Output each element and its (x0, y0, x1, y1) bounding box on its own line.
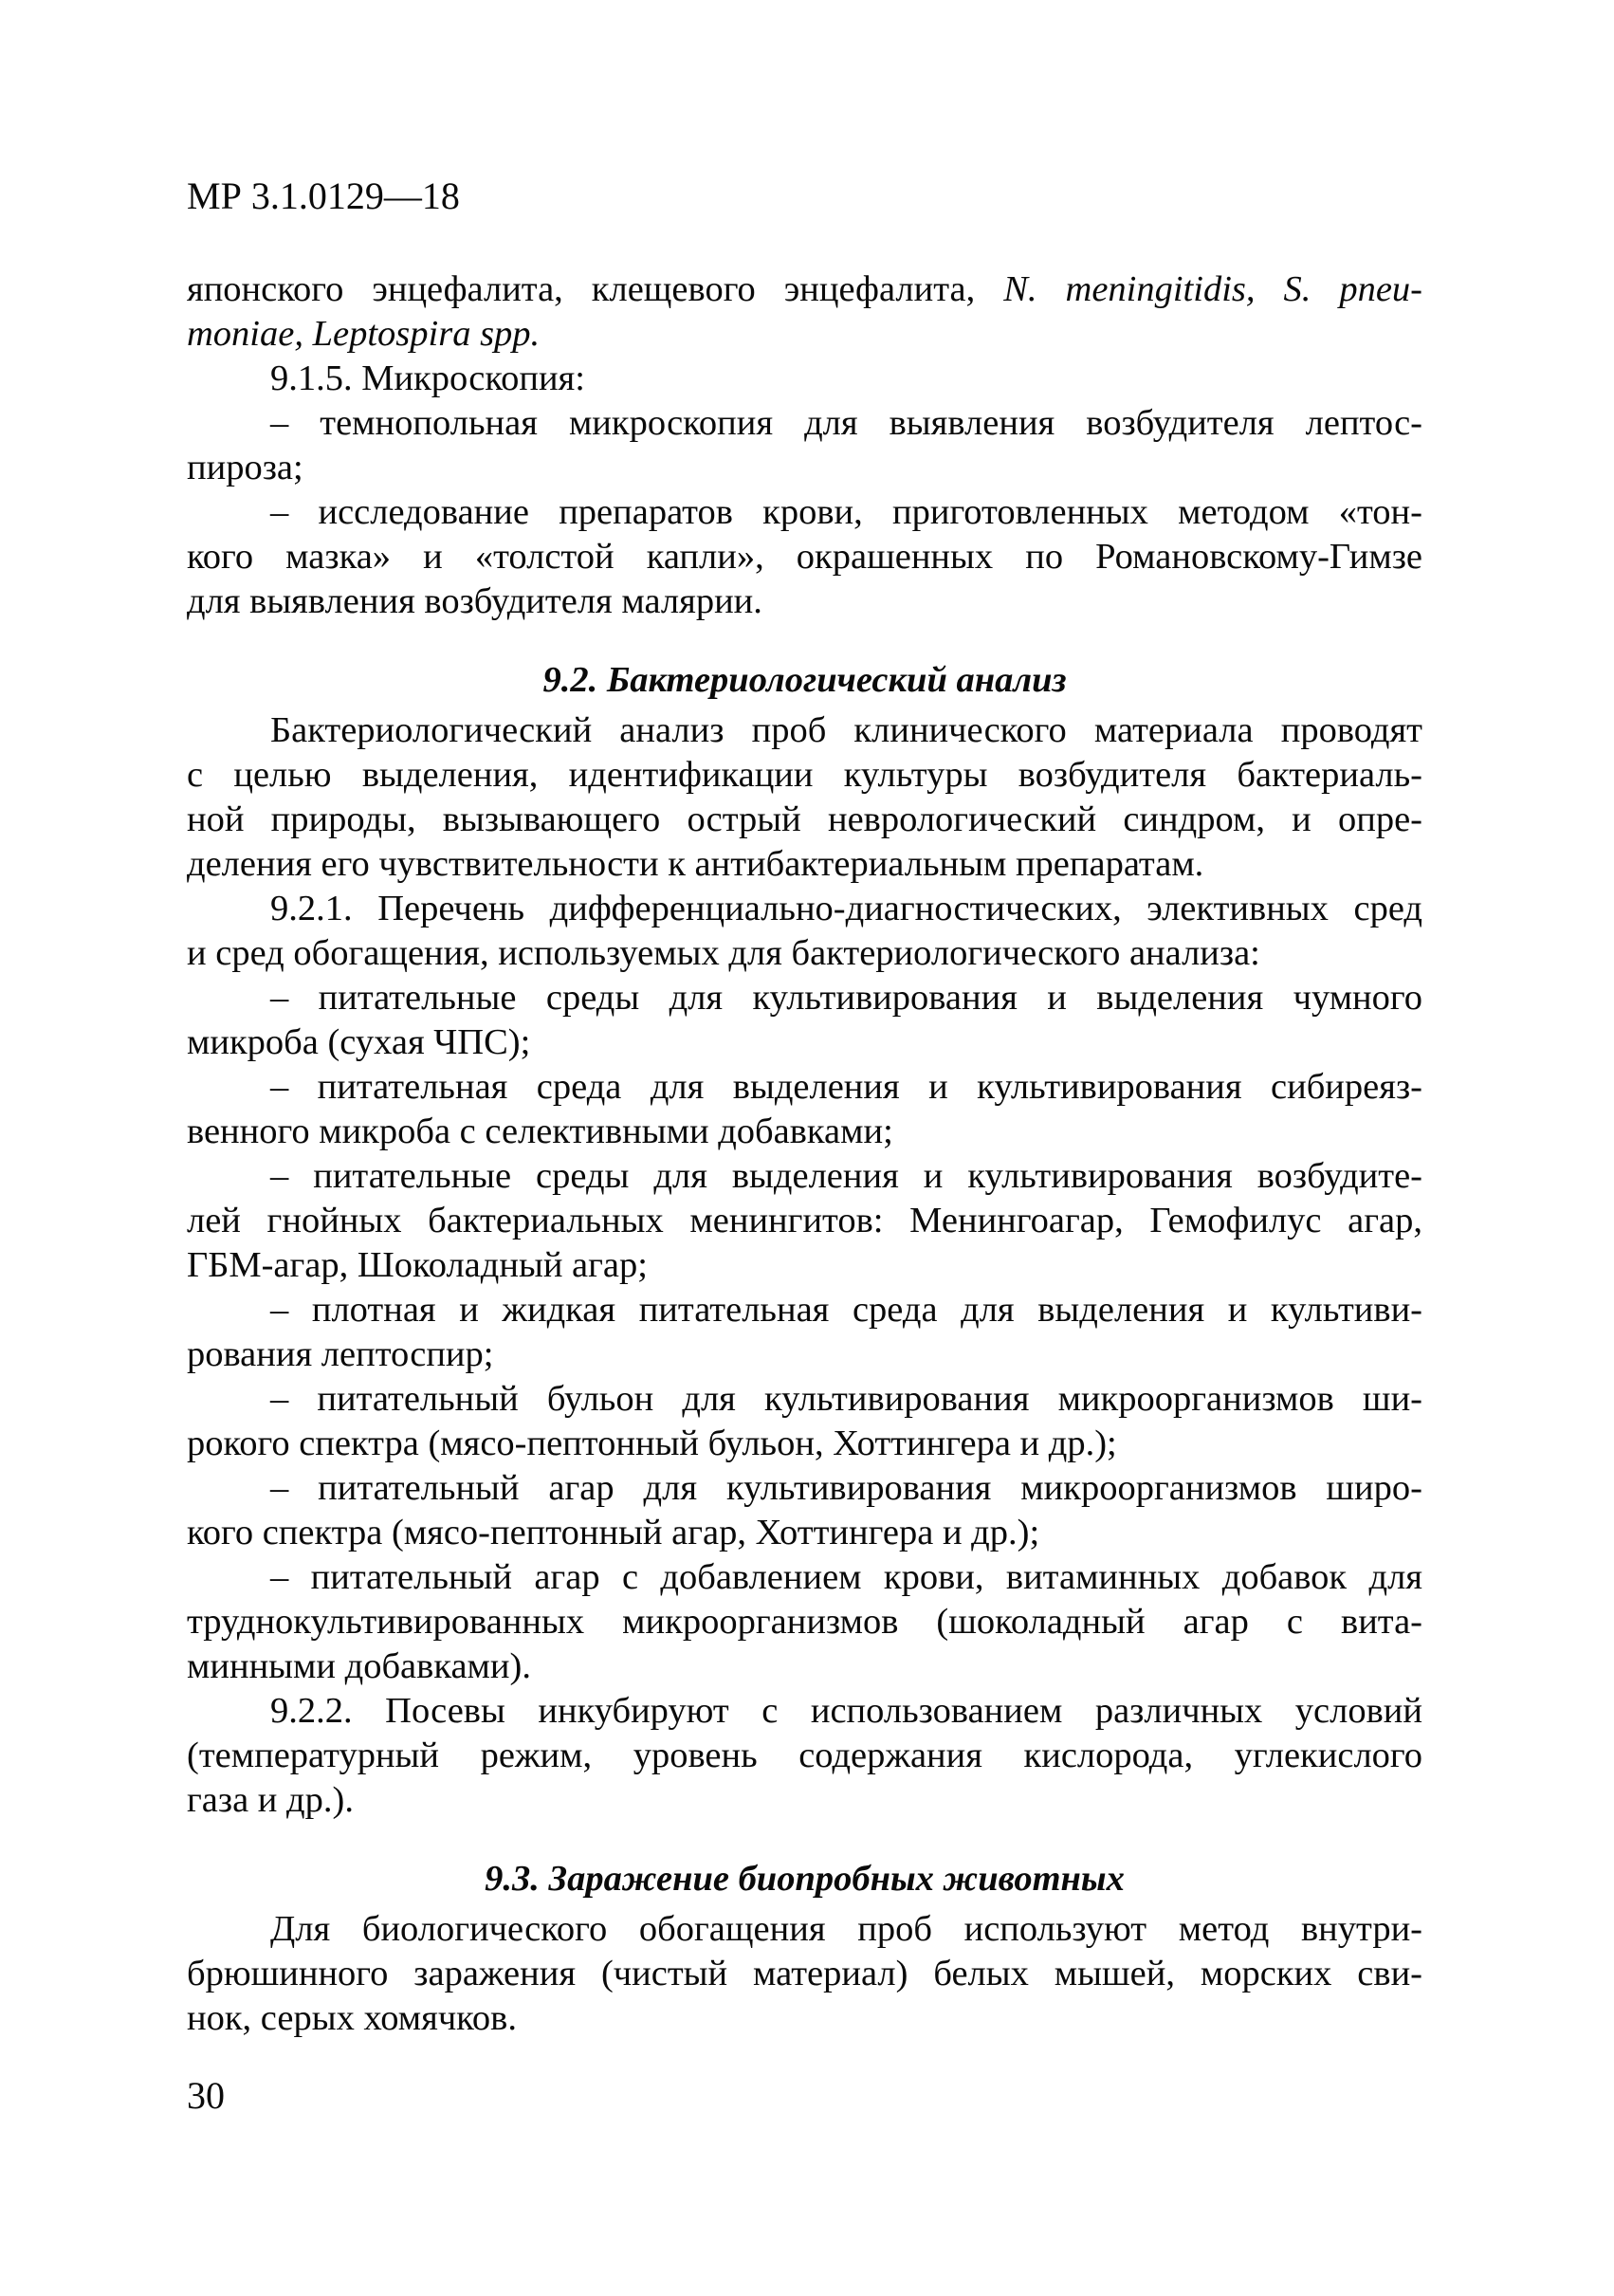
document-body (187, 267, 1422, 2041)
text-segment: – питательная среда для выделения и культивирования сибиреяз- (270, 1067, 1422, 1107)
text-line (187, 1466, 1422, 1511)
paragraph (187, 401, 1422, 490)
text-line (187, 1555, 1422, 1600)
text-line (187, 842, 1422, 887)
paragraph (187, 976, 1422, 1065)
text-line (187, 1110, 1422, 1154)
text-line (187, 1020, 1422, 1065)
text-segment: для выявления возбудителя малярии. (187, 581, 762, 621)
text-segment: 9.2.2. Посевы инкубируют с использованием различных условий (270, 1691, 1422, 1731)
text-line (187, 401, 1422, 446)
text-line (187, 1199, 1422, 1243)
paragraph (187, 357, 1422, 401)
text-segment: газа и др.). (187, 1780, 354, 1820)
italic-text-segment: moniae, Leptospira spp. (187, 314, 541, 354)
text-segment: труднокультивированных микроорганизмов (шоколадный агар с вита- (187, 1602, 1422, 1642)
paragraph (187, 708, 1422, 887)
document-code-header: МР 3.1.0129—18 (187, 174, 460, 217)
text-line (187, 490, 1422, 535)
text-segment: ГБМ-агар, Шоколадный агар; (187, 1245, 648, 1285)
page-number: 30 (187, 2074, 225, 2117)
text-line (187, 312, 1422, 357)
text-segment: и сред обогащения, используемых для бактериологического анализа: (187, 933, 1260, 973)
text-segment: – питательный агар для культивирования микроорганизмов широ- (270, 1468, 1422, 1508)
text-line (187, 535, 1422, 579)
paragraph (187, 1689, 1422, 1823)
text-line (187, 1778, 1422, 1823)
text-segment: пироза; (187, 448, 303, 487)
text-line (187, 1734, 1422, 1778)
text-line (187, 1511, 1422, 1555)
text-segment: рования лептоспир; (187, 1334, 494, 1374)
italic-text-segment: N. meningitidis, S. pneu- (1003, 269, 1423, 309)
text-segment: нок, серых хомячков. (187, 1998, 517, 2038)
text-line (187, 1422, 1422, 1466)
text-line (187, 1600, 1422, 1644)
text-segment: – темнопольная микроскопия для выявления возбудителя лептос- (270, 403, 1422, 443)
text-segment: брюшинного заражения (чистый материал) белых мышей, морских сви- (187, 1954, 1422, 1993)
text-segment: микроба (сухая ЧПС); (187, 1022, 531, 1062)
text-segment: Бактериологический анализ проб клинического материала проводят (270, 710, 1422, 750)
text-line (187, 753, 1422, 798)
text-line (187, 1377, 1422, 1422)
text-segment: кого спектра (мясо-пептонный агар, Хоттингера и др.); (187, 1513, 1040, 1552)
text-segment: рокого спектра (мясо-пептонный бульон, Хоттингера и др.); (187, 1424, 1117, 1463)
text-segment: ной природы, вызывающего острый неврологический синдром, и опре- (187, 799, 1422, 839)
text-line (187, 579, 1422, 624)
text-line (187, 357, 1422, 401)
text-line (187, 267, 1422, 312)
page-content (187, 174, 1422, 2041)
text-segment: 9.1.5. Микроскопия: (270, 358, 585, 398)
section-heading: 9.2. Бактериологический анализ (542, 660, 1067, 700)
text-line (187, 798, 1422, 842)
text-segment: венного микроба с селективными добавками; (187, 1111, 893, 1151)
text-segment: лей гнойных бактериальных менингитов: Менингоагар, Гемофилус агар, (187, 1201, 1422, 1240)
text-line (187, 1332, 1422, 1377)
text-segment: минными добавками). (187, 1646, 531, 1686)
text-line (187, 1065, 1422, 1110)
text-line (187, 1154, 1422, 1199)
text-line (187, 1952, 1422, 1996)
paragraph (187, 1154, 1422, 1288)
text-line (187, 1243, 1422, 1288)
text-segment: (температурный режим, уровень содержания кислорода, углекислого (187, 1736, 1422, 1775)
text-segment: – питательный агар с добавлением крови, витаминных добавок для (270, 1557, 1422, 1597)
text-line (187, 1689, 1422, 1734)
text-line (187, 1644, 1422, 1689)
paragraph (187, 1555, 1422, 1689)
paragraph (187, 267, 1422, 357)
text-segment: деления его чувствительности к антибактериальным препаратам. (187, 844, 1204, 884)
paragraph (187, 1907, 1422, 2041)
text-segment: – плотная и жидкая питательная среда для выделения и культиви- (270, 1290, 1422, 1330)
text-segment: Для биологического обогащения проб используют метод внутри- (270, 1909, 1422, 1949)
text-line (187, 1907, 1422, 1952)
paragraph (187, 1288, 1422, 1377)
text-segment: 9.2.1. Перечень дифференциально-диагностических, элективных сред (270, 889, 1422, 928)
text-segment: – исследование препаратов крови, приготовленных методом «тон- (270, 492, 1422, 532)
text-line (187, 446, 1422, 490)
text-line (187, 976, 1422, 1020)
text-line (187, 708, 1422, 753)
text-line (187, 931, 1422, 976)
paragraph (187, 1466, 1422, 1555)
text-segment: – питательные среды для выделения и культивирования возбудите- (270, 1156, 1422, 1196)
paragraph (187, 1065, 1422, 1154)
text-segment: – питательный бульон для культивирования микроорганизмов ши- (270, 1379, 1422, 1419)
section-heading: 9.3. Заражение биопробных животных (485, 1859, 1125, 1899)
text-line (187, 1996, 1422, 2041)
text-segment: – питательные среды для культивирования и выделения чумного (270, 978, 1422, 1018)
text-line (187, 887, 1422, 931)
text-segment: с целью выделения, идентификации культуры возбудителя бактериаль- (187, 755, 1422, 795)
text-segment: кого мазка» и «толстой капли», окрашенных по Романовскому-Гимзе (187, 537, 1422, 577)
text-line (187, 1288, 1422, 1332)
paragraph (187, 887, 1422, 976)
text-segment: японского энцефалита, клещевого энцефалита, (187, 269, 1004, 309)
paragraph (187, 490, 1422, 624)
paragraph (187, 1377, 1422, 1466)
